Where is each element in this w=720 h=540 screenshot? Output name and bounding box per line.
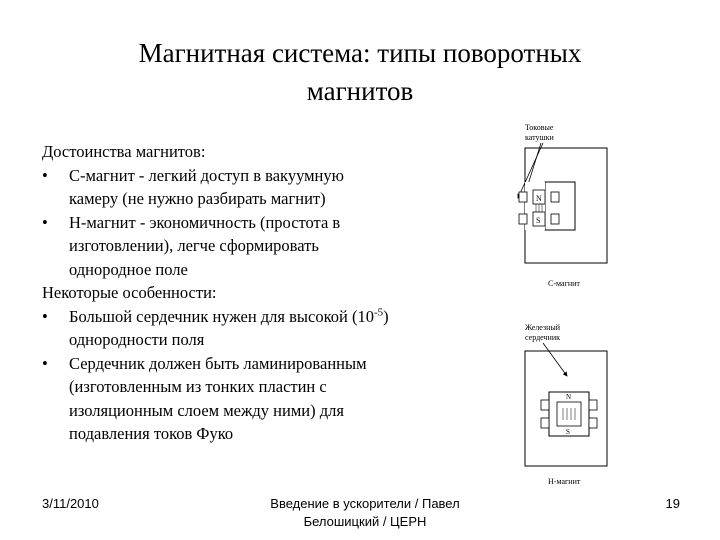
bullet-laminated-core xyxy=(42,352,482,376)
slide-body xyxy=(42,140,482,446)
bullet-marker: • xyxy=(42,353,48,373)
bullet-continuation: однородное поле xyxy=(69,259,188,279)
footer-date: 3/11/2010 xyxy=(42,496,99,511)
magnet-diagrams xyxy=(495,118,615,488)
c-magnet-yoke xyxy=(545,182,575,230)
pole-s-label: S xyxy=(536,216,541,225)
c-magnet-caption: С-магнит xyxy=(548,279,580,288)
h-coil-left-lower xyxy=(541,418,549,428)
bullet-continuation: подавления токов Фуко xyxy=(69,424,234,443)
c-magnet-diagram xyxy=(518,123,607,288)
title-line-2: магнитов xyxy=(306,76,414,106)
heading-features: Некоторые особенности: xyxy=(42,283,217,302)
h-coil-right-lower xyxy=(589,418,597,428)
footer-center-line-1: Введение в ускорители / Павел xyxy=(270,496,460,511)
coil-left-lower xyxy=(519,214,527,224)
bullet-continuation: камеру (не нужно разбирать магнит) xyxy=(69,189,326,208)
pole-n-label: N xyxy=(536,194,542,203)
h-magnet-diagram xyxy=(525,323,607,486)
coils-label: Токовые xyxy=(525,123,554,132)
h-pole-s-label: S xyxy=(566,428,570,436)
coils-label-2: катушки xyxy=(525,133,554,142)
bullet-h-magnet xyxy=(42,211,482,235)
bullet-marker: • xyxy=(42,165,48,185)
heading-advantages: Достоинства магнитов: xyxy=(42,142,206,161)
iron-core-label-2: сердечник xyxy=(525,333,560,342)
bullet-text: Н-магнит - экономичность (простота в xyxy=(69,212,341,232)
coil-right-lower xyxy=(551,214,559,224)
bullet-large-core xyxy=(42,305,482,329)
bullet-marker: • xyxy=(42,212,48,232)
core-arrow xyxy=(543,343,567,376)
footer-center xyxy=(250,495,480,531)
bullet-continuation: однородности поля xyxy=(69,330,205,349)
coil-right-upper xyxy=(551,192,559,202)
coil-left-upper xyxy=(519,192,527,202)
footer-center-line-2: Белошицкий / ЦЕРН xyxy=(303,514,427,529)
bullet-text: С-магнит - легкий доступ в вакуумную xyxy=(69,165,344,185)
bullet-continuation: изоляционным слоем между ними) для xyxy=(69,400,344,420)
slide-title xyxy=(60,34,660,110)
h-pole-n-label: N xyxy=(566,393,572,401)
exponent: -5 xyxy=(373,306,384,318)
h-coil-left-upper xyxy=(541,400,549,410)
iron-core-label: Железный xyxy=(525,323,561,332)
bullet-continuation: изготовлении), легче сформировать xyxy=(69,236,319,255)
bullet-text-end: ) xyxy=(383,306,389,326)
page-number: 19 xyxy=(665,496,680,511)
bullet-continuation: (изготовленным из тонких пластин с xyxy=(69,377,327,396)
h-magnet-aperture xyxy=(557,402,581,426)
bullet-text: Большой сердечник нужен для высокой (10 xyxy=(69,306,374,326)
title-line-1: Магнитная система: типы поворотных xyxy=(138,38,582,68)
h-magnet-caption: Н-магнит xyxy=(548,477,581,486)
bullet-marker: • xyxy=(42,306,48,326)
h-coil-right-upper xyxy=(589,400,597,410)
bullet-c-magnet xyxy=(42,164,482,188)
bullet-text: Сердечник должен быть ламинированным xyxy=(69,353,367,373)
